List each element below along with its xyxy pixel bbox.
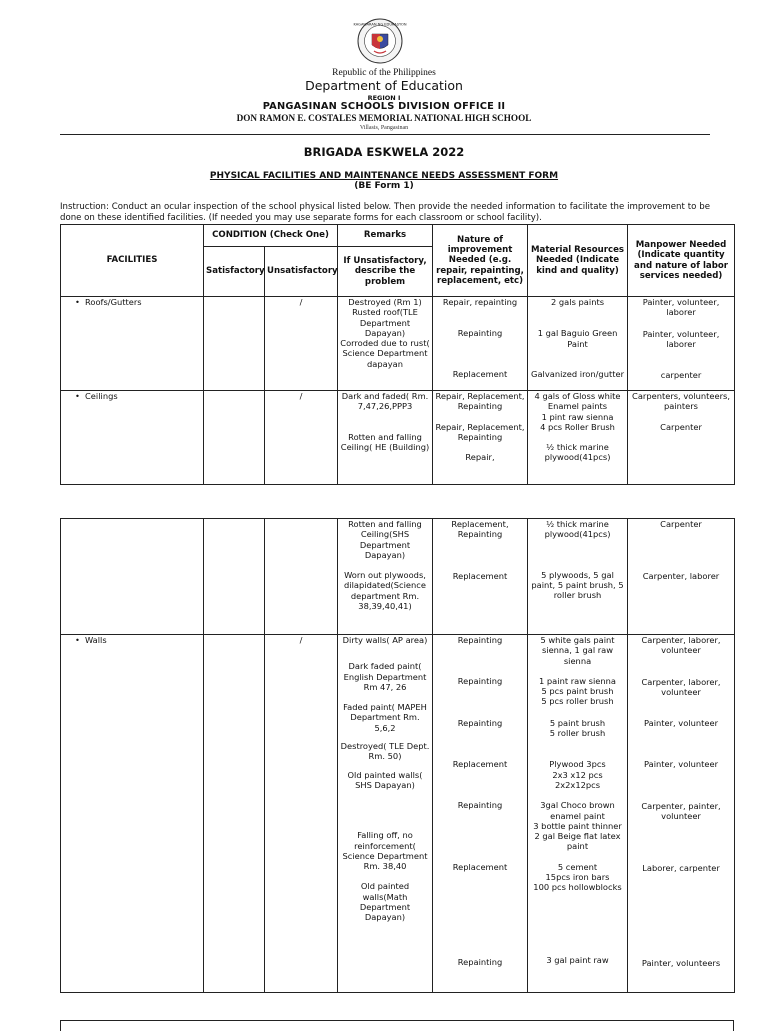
- table-row: [61, 391, 735, 485]
- remark-line: Faded paint( MAPEH Department Rm. 5,6,2: [343, 702, 427, 733]
- remark-line: Destroyed (Rm 1): [348, 297, 422, 307]
- remark-line: Old painted walls(Math Department Dapayan): [359, 881, 411, 923]
- nature-line: Repair, Replacement, Repainting: [435, 421, 525, 442]
- bullet: •: [75, 635, 80, 645]
- nature-line: Repainting: [457, 635, 503, 645]
- assessment-table-page2: [60, 518, 735, 993]
- material-cell: [528, 635, 628, 993]
- manpower-cell: [628, 519, 735, 635]
- nature-line: Repair, repainting: [442, 297, 518, 307]
- table-row: [61, 519, 735, 635]
- material-line: 5 pcs roller brush: [541, 696, 614, 707]
- nature-line: Replacement: [452, 862, 508, 873]
- material-line: 2x3 x12 pcs: [552, 769, 603, 780]
- manpower-cell: [628, 635, 735, 993]
- col-header-material: Material Resources Needed (Indicate kind and quality): [528, 225, 628, 297]
- division-name: PANGASINAN SCHOOLS DIVISION OFFICE II: [262, 101, 506, 112]
- material-line: 3gal Choco brown enamel paint: [540, 800, 615, 821]
- header-divider: [60, 134, 710, 135]
- material-line: Plywood 3pcs: [549, 759, 606, 770]
- col-header-unsatisfactory: Unsatisfactory: [265, 247, 338, 297]
- manpower-line: Carpenter: [660, 519, 702, 529]
- school-location: Villasis, Pangasinan: [359, 125, 409, 131]
- svg-text:KAGAWARAN NG EDUKASYON: KAGAWARAN NG EDUKASYON: [353, 22, 407, 27]
- manpower-line: Carpenter, laborer, volunteer: [641, 635, 721, 656]
- remark-line: Rotten and falling Ceiling( HE (Building): [340, 431, 430, 452]
- manpower-line: Painter, volunteer: [643, 718, 718, 729]
- material-line: 5 pcs paint brush: [541, 686, 614, 697]
- material-line: 5 cement: [557, 861, 598, 872]
- material-line: 5 paint brush: [549, 717, 606, 728]
- col-header-manpower: Manpower Needed (Indicate quantity and nature of labor services needed): [628, 225, 735, 297]
- nature-cell: [433, 519, 528, 635]
- form-code: (BE Form 1): [354, 181, 414, 191]
- facility-cell: [61, 519, 204, 635]
- satisfactory-cell: [204, 635, 265, 993]
- facility-name: Walls: [85, 635, 107, 645]
- material-line: 3 gal paint raw: [546, 954, 609, 965]
- material-line: 2 gals paints: [551, 297, 605, 307]
- material-line: 3 bottle paint thinner: [533, 820, 622, 831]
- manpower-line: carpenter: [660, 370, 702, 381]
- satisfactory-cell: [204, 391, 265, 485]
- remark-line: Worn out plywoods, dilapidated(Science department Rm. 38,39,40,41): [344, 570, 426, 612]
- material-cell: [528, 391, 628, 485]
- remark-line: Rusted roof(TLE Department Dapayan): [352, 307, 418, 338]
- nature-line: Replacement, Repainting: [451, 519, 509, 540]
- col-header-remarks: Remarks: [338, 225, 433, 247]
- nature-line: Repainting: [457, 676, 503, 687]
- nature-line: Replacement: [452, 758, 508, 769]
- col-header-condition: CONDITION (Check One): [204, 225, 338, 247]
- nature-line: Repainting: [457, 956, 503, 967]
- manpower-cell: [628, 297, 735, 391]
- remark-line: Rotten and falling Ceiling(SHS Department Dapayan): [348, 519, 422, 560]
- region-label: REGION I: [367, 94, 401, 102]
- unsatisfactory-mark: /: [265, 391, 338, 485]
- bullet: •: [75, 391, 80, 401]
- material-line: 15pcs iron bars: [545, 872, 610, 883]
- manpower-line: Painter, volunteer: [643, 759, 718, 770]
- material-line: 2 gal Beige flat latex paint: [534, 831, 621, 852]
- manpower-line: Carpenter, painter, volunteer: [641, 800, 721, 822]
- remark-line: Falling off, no reinforcement( Science Department Rm. 38,40: [342, 830, 428, 872]
- remarks-cell: [338, 519, 433, 635]
- nature-line: Replacement: [452, 368, 508, 379]
- facility-cell: [61, 297, 204, 391]
- nature-line: Replacement: [452, 570, 508, 581]
- material-line: 1 pint raw sienna: [541, 411, 614, 422]
- remarks-cell: [338, 391, 433, 485]
- remark-line: Dirty walls( AP area): [342, 635, 428, 645]
- unsatisfactory-mark: [265, 519, 338, 635]
- material-line: ½ thick marine plywood(41pcs): [544, 519, 611, 540]
- remark-line: Destroyed( TLE Dept. Rm. 50): [340, 741, 430, 762]
- material-line: 5 roller brush: [549, 728, 606, 739]
- material-line: 100 pcs hollowblocks: [533, 882, 622, 893]
- material-line: 4 pcs Roller Brush: [540, 421, 615, 432]
- facility-name: Ceilings: [85, 391, 118, 401]
- department-name: Department of Education: [305, 78, 463, 93]
- manpower-line: Painter, volunteer, laborer: [642, 297, 720, 318]
- manpower-line: Carpenters, volunteers, painters: [632, 391, 730, 412]
- material-cell: [528, 297, 628, 391]
- material-cell: [528, 519, 628, 635]
- facility-cell: [61, 391, 204, 485]
- material-line: 1 paint raw sienna: [539, 675, 616, 686]
- nature-line: Repainting: [457, 328, 503, 339]
- col-header-satisfactory: Satisfactory: [204, 247, 265, 297]
- table-row: [61, 297, 735, 391]
- next-table-edge: [60, 1020, 734, 1031]
- nature-line: Repainting: [457, 717, 503, 728]
- bullet: •: [75, 297, 80, 307]
- facility-cell: [61, 635, 204, 993]
- unsatisfactory-mark: /: [265, 297, 338, 391]
- remark-line: Old painted walls( SHS Dapayan): [347, 769, 423, 790]
- table-row: [61, 635, 735, 993]
- material-line: 2x2x12pcs: [554, 779, 601, 790]
- deped-seal-logo: [353, 18, 407, 64]
- assessment-table-page1: [60, 224, 735, 485]
- nature-cell: [433, 297, 528, 391]
- manpower-line: Painter, volunteers: [641, 957, 721, 968]
- col-header-facilities: FACILITIES: [61, 225, 204, 297]
- material-line: 4 gals of Gloss white Enamel paints: [534, 391, 621, 412]
- facility-name: Roofs/Gutters: [85, 297, 142, 307]
- manpower-line: Carpenter, laborer: [642, 571, 720, 582]
- manpower-line: Carpenter: [660, 421, 702, 432]
- republic-line: Republic of the Philippines: [332, 68, 436, 78]
- remarks-cell: [338, 297, 433, 391]
- instruction-text: Instruction: Conduct an ocular inspection of the school physical listed below. Then provide the needed information to facilitate the improvement to be done on these identified facilities. (If needed you may use separate forms for each classroom or school facility).: [60, 202, 710, 223]
- manpower-cell: [628, 391, 735, 485]
- school-name: DON RAMON E. COSTALES MEMORIAL NATIONAL HIGH SCHOOL: [236, 113, 532, 123]
- manpower-line: Carpenter, laborer, volunteer: [641, 676, 721, 697]
- col-header-nature: Nature of improvement Needed (e.g. repair, repainting, replacement, etc): [433, 225, 528, 297]
- nature-line: Repainting: [457, 800, 503, 811]
- remark-line: Corroded due to rust( Science Department dapayan: [340, 338, 430, 369]
- nature-line: Repair,: [465, 452, 495, 463]
- remark-line: Dark faded paint( English Department Rm 47, 26: [343, 661, 427, 692]
- material-line: 5 plywoods, 5 gal paint, 5 paint brush, 5 roller brush: [531, 569, 624, 601]
- material-line: ½ thick marine plywood(41pcs): [544, 442, 611, 463]
- unsatisfactory-mark: /: [265, 635, 338, 993]
- manpower-line: Painter, volunteer, laborer: [642, 328, 720, 349]
- col-header-remarks-sub: If Unsatisfactory, describe the problem: [338, 247, 433, 297]
- form-title: PHYSICAL FACILITIES AND MAINTENANCE NEEDS ASSESSMENT FORM: [209, 171, 559, 181]
- nature-line: Repair, Replacement, Repainting: [435, 391, 525, 412]
- satisfactory-cell: [204, 519, 265, 635]
- manpower-line: Laborer, carpenter: [642, 863, 720, 874]
- nature-cell: [433, 635, 528, 993]
- remarks-cell: [338, 635, 433, 993]
- page-title: BRIGADA ESKWELA 2022: [303, 145, 465, 159]
- nature-cell: [433, 391, 528, 485]
- remark-line: Dark and faded( Rm. 7,47,26,PPP3: [341, 391, 429, 412]
- material-line: Galvanized iron/gutter: [531, 368, 624, 379]
- satisfactory-cell: [204, 297, 265, 391]
- material-line: 1 gal Baguio Green Paint: [537, 328, 618, 349]
- material-line: 5 white gals paint sienna, 1 gal raw sienna: [540, 635, 615, 666]
